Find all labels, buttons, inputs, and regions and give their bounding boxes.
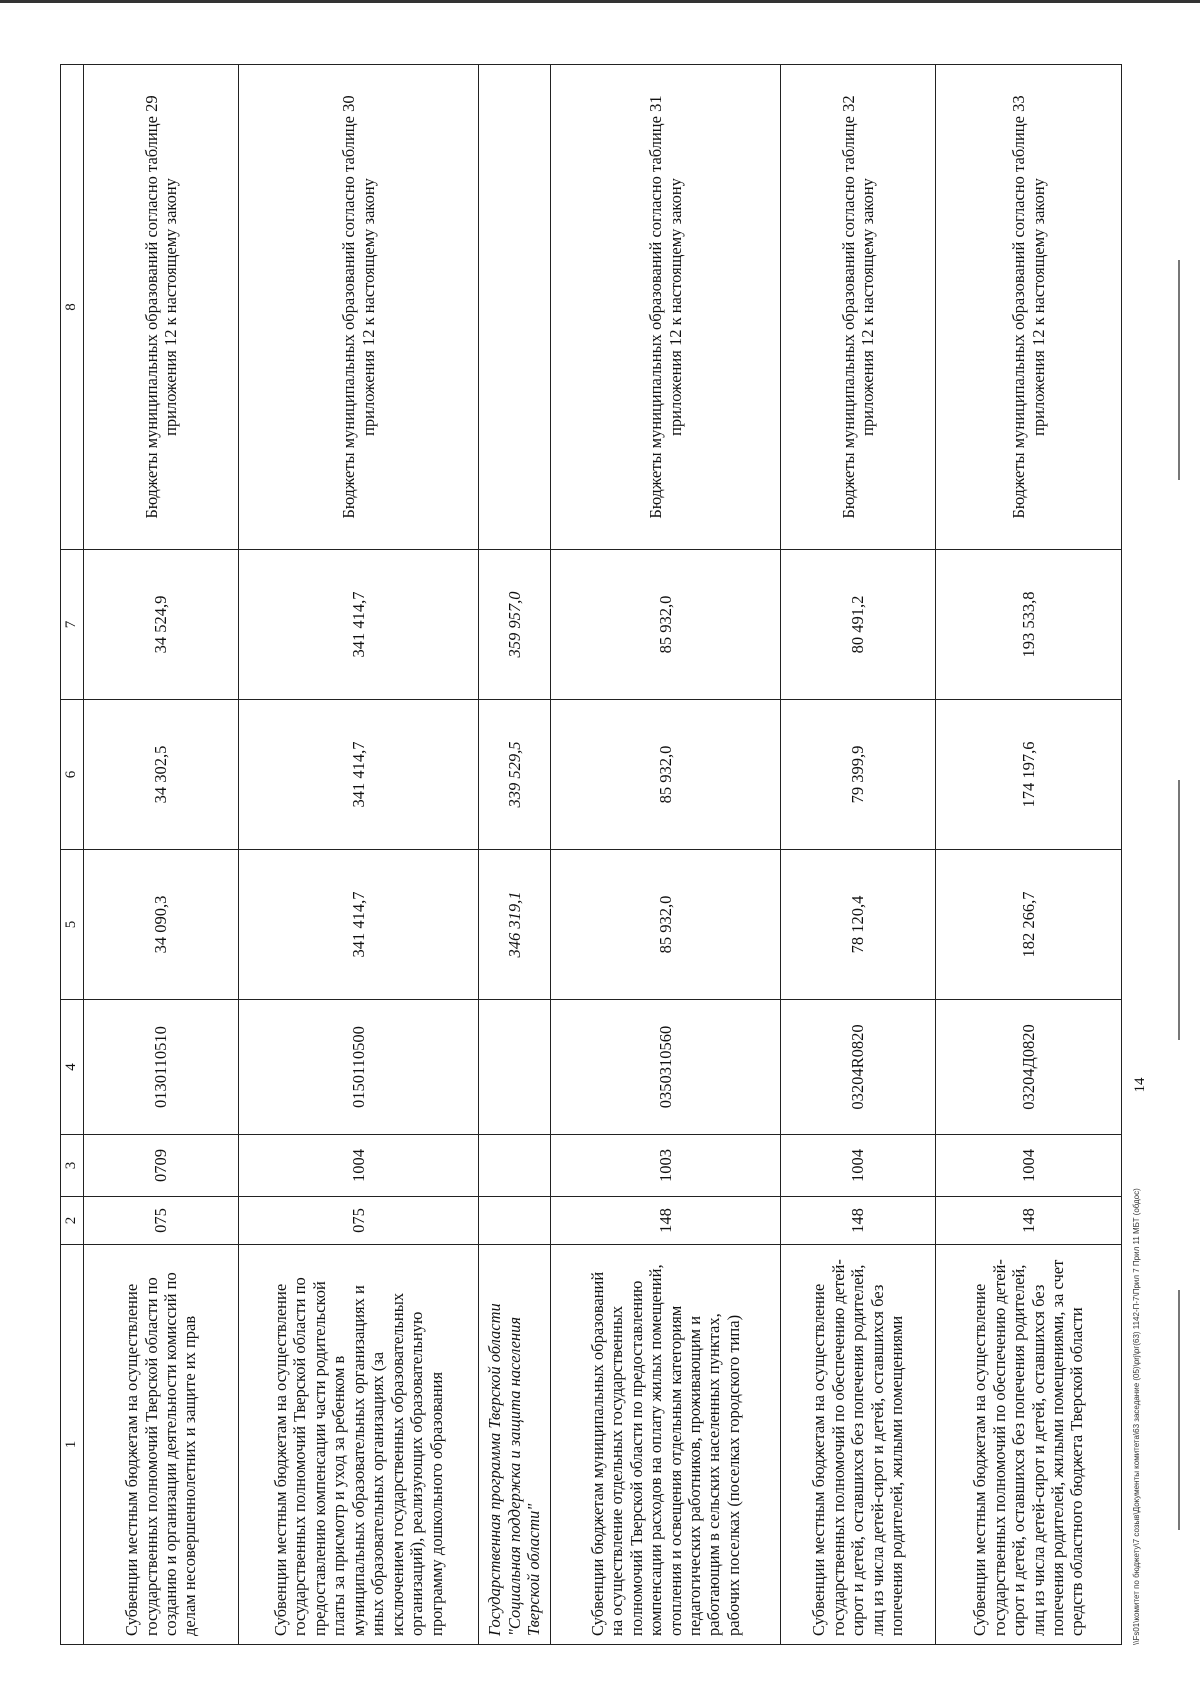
amount-year-3: 34 524,9 (84, 550, 239, 700)
table-row (551, 65, 781, 1645)
recipient-note: Бюджеты муниципальных образований согласно таблице 32 приложения 12 к настоящему закону (781, 65, 936, 550)
column-header: 4 (61, 1000, 84, 1135)
scan-edge-mark (1178, 780, 1180, 1040)
amount-year-3: 80 491,2 (781, 550, 936, 700)
section-code: 1003 (551, 1135, 781, 1197)
amount-year-2: 79 399,9 (781, 700, 936, 850)
budget-table (60, 64, 1122, 1645)
amount-year-2: 34 302,5 (84, 700, 239, 850)
row-description: Субвенции местным бюджетам на осуществление государственных полномочий по обеспечению детей-сирот и детей, оставшихся без попечения родителей, лиц из числа детей-сирот и детей, оставшихся без попечения родителей, жилыми помещениями (781, 1245, 936, 1645)
row-description: Субвенции местным бюджетам на осуществление государственных полномочий по обеспечению детей-сирот и детей, оставшихся без попечения родителей, лиц из числа детей-сирот и детей, оставшихся без попечения родителей, жилыми помещениями, за счет средств областного бюджета Тверской области (936, 1245, 1122, 1645)
table-row (239, 65, 479, 1645)
target-article-code: 0130110510 (84, 1000, 239, 1135)
section-code: 1004 (239, 1135, 479, 1197)
column-header: 7 (61, 550, 84, 700)
rotated-page (60, 65, 1148, 1645)
scan-edge-mark (1178, 1290, 1180, 1530)
amount-year-3: 85 932,0 (551, 550, 781, 700)
target-article-code: 03204Д0820 (936, 1000, 1122, 1135)
footer-file-path: \\Fs01\комитет по бюджету\7 созыв\Документы комитета\63 заседание (05)\prj\рг(63) 1142-П-7\Прил 7 Прил 11 МБТ (обдос) (1132, 1188, 1141, 1645)
department-code: 148 (936, 1197, 1122, 1245)
table-row (936, 65, 1122, 1645)
section-code: 0709 (84, 1135, 239, 1197)
amount-year-1: 85 932,0 (551, 850, 781, 1000)
recipient-note: Бюджеты муниципальных образований согласно таблице 33 приложения 12 к настоящему закону (936, 65, 1122, 550)
amount-year-1: 341 414,7 (239, 850, 479, 1000)
amount-year-1: 34 090,3 (84, 850, 239, 1000)
program-title: Государственная программа Тверской области "Социальная поддержка и защита населения Тверской области" (479, 1245, 551, 1645)
amount-year-1: 182 266,7 (936, 850, 1122, 1000)
department-code (479, 1197, 551, 1245)
row-description: Субвенции местным бюджетам на осуществление государственных полномочий Тверской области по созданию и организации деятельности комиссий по делам несовершеннолетних и защите их прав (84, 1245, 239, 1645)
page-number: 14 (1132, 1077, 1148, 1093)
section-code (479, 1135, 551, 1197)
target-article-code (479, 1000, 551, 1135)
column-header: 2 (61, 1197, 84, 1245)
table-row (84, 65, 239, 1645)
column-header: 6 (61, 700, 84, 850)
amount-year-1: 346 319,1 (479, 850, 551, 1000)
recipient-note (479, 65, 551, 550)
scan-edge-mark (1178, 260, 1180, 480)
department-code: 075 (84, 1197, 239, 1245)
amount-year-3: 341 414,7 (239, 550, 479, 700)
section-code: 1004 (781, 1135, 936, 1197)
recipient-note: Бюджеты муниципальных образований согласно таблице 30 приложения 12 к настоящему закону (239, 65, 479, 550)
amount-year-3: 193 533,8 (936, 550, 1122, 700)
department-code: 075 (239, 1197, 479, 1245)
target-article-code: 03204R0820 (781, 1000, 936, 1135)
amount-year-1: 78 120,4 (781, 850, 936, 1000)
department-code: 148 (781, 1197, 936, 1245)
recipient-note: Бюджеты муниципальных образований согласно таблице 29 приложения 12 к настоящему закону (84, 65, 239, 550)
department-code: 148 (551, 1197, 781, 1245)
column-header: 3 (61, 1135, 84, 1197)
column-number-row (61, 65, 84, 1645)
target-article-code: 0350310560 (551, 1000, 781, 1135)
amount-year-2: 174 197,6 (936, 700, 1122, 850)
target-article-code: 0150110500 (239, 1000, 479, 1135)
column-header: 8 (61, 65, 84, 550)
amount-year-2: 85 932,0 (551, 700, 781, 850)
scan-top-edge (0, 0, 1200, 3)
program-row (479, 65, 551, 1645)
amount-year-2: 341 414,7 (239, 700, 479, 850)
row-description: Субвенции местным бюджетам на осуществление государственных полномочий Тверской области по предоставлению компенсации части родительской платы за присмотр и уход за ребенком в муниципальных образовательных организациях и иных образовательных организациях (за исключением государственных образовательных организаций), реализующих образовательную программу дошкольного образования (239, 1245, 479, 1645)
amount-year-3: 359 957,0 (479, 550, 551, 700)
table-row (781, 65, 936, 1645)
section-code: 1004 (936, 1135, 1122, 1197)
recipient-note: Бюджеты муниципальных образований согласно таблице 31 приложения 12 к настоящему закону (551, 65, 781, 550)
amount-year-2: 339 529,5 (479, 700, 551, 850)
row-description: Субвенции бюджетам муниципальных образований на осуществление отдельных государственных полномочий Тверской области по предоставлению компенсации расходов на оплату жилых помещений, отопления и освещения отдельным категориям педагогических работников, проживающим и работающим в сельских населенных пунктах, рабочих поселках (поселках городского типа) (551, 1245, 781, 1645)
column-header: 1 (61, 1245, 84, 1645)
column-header: 5 (61, 850, 84, 1000)
